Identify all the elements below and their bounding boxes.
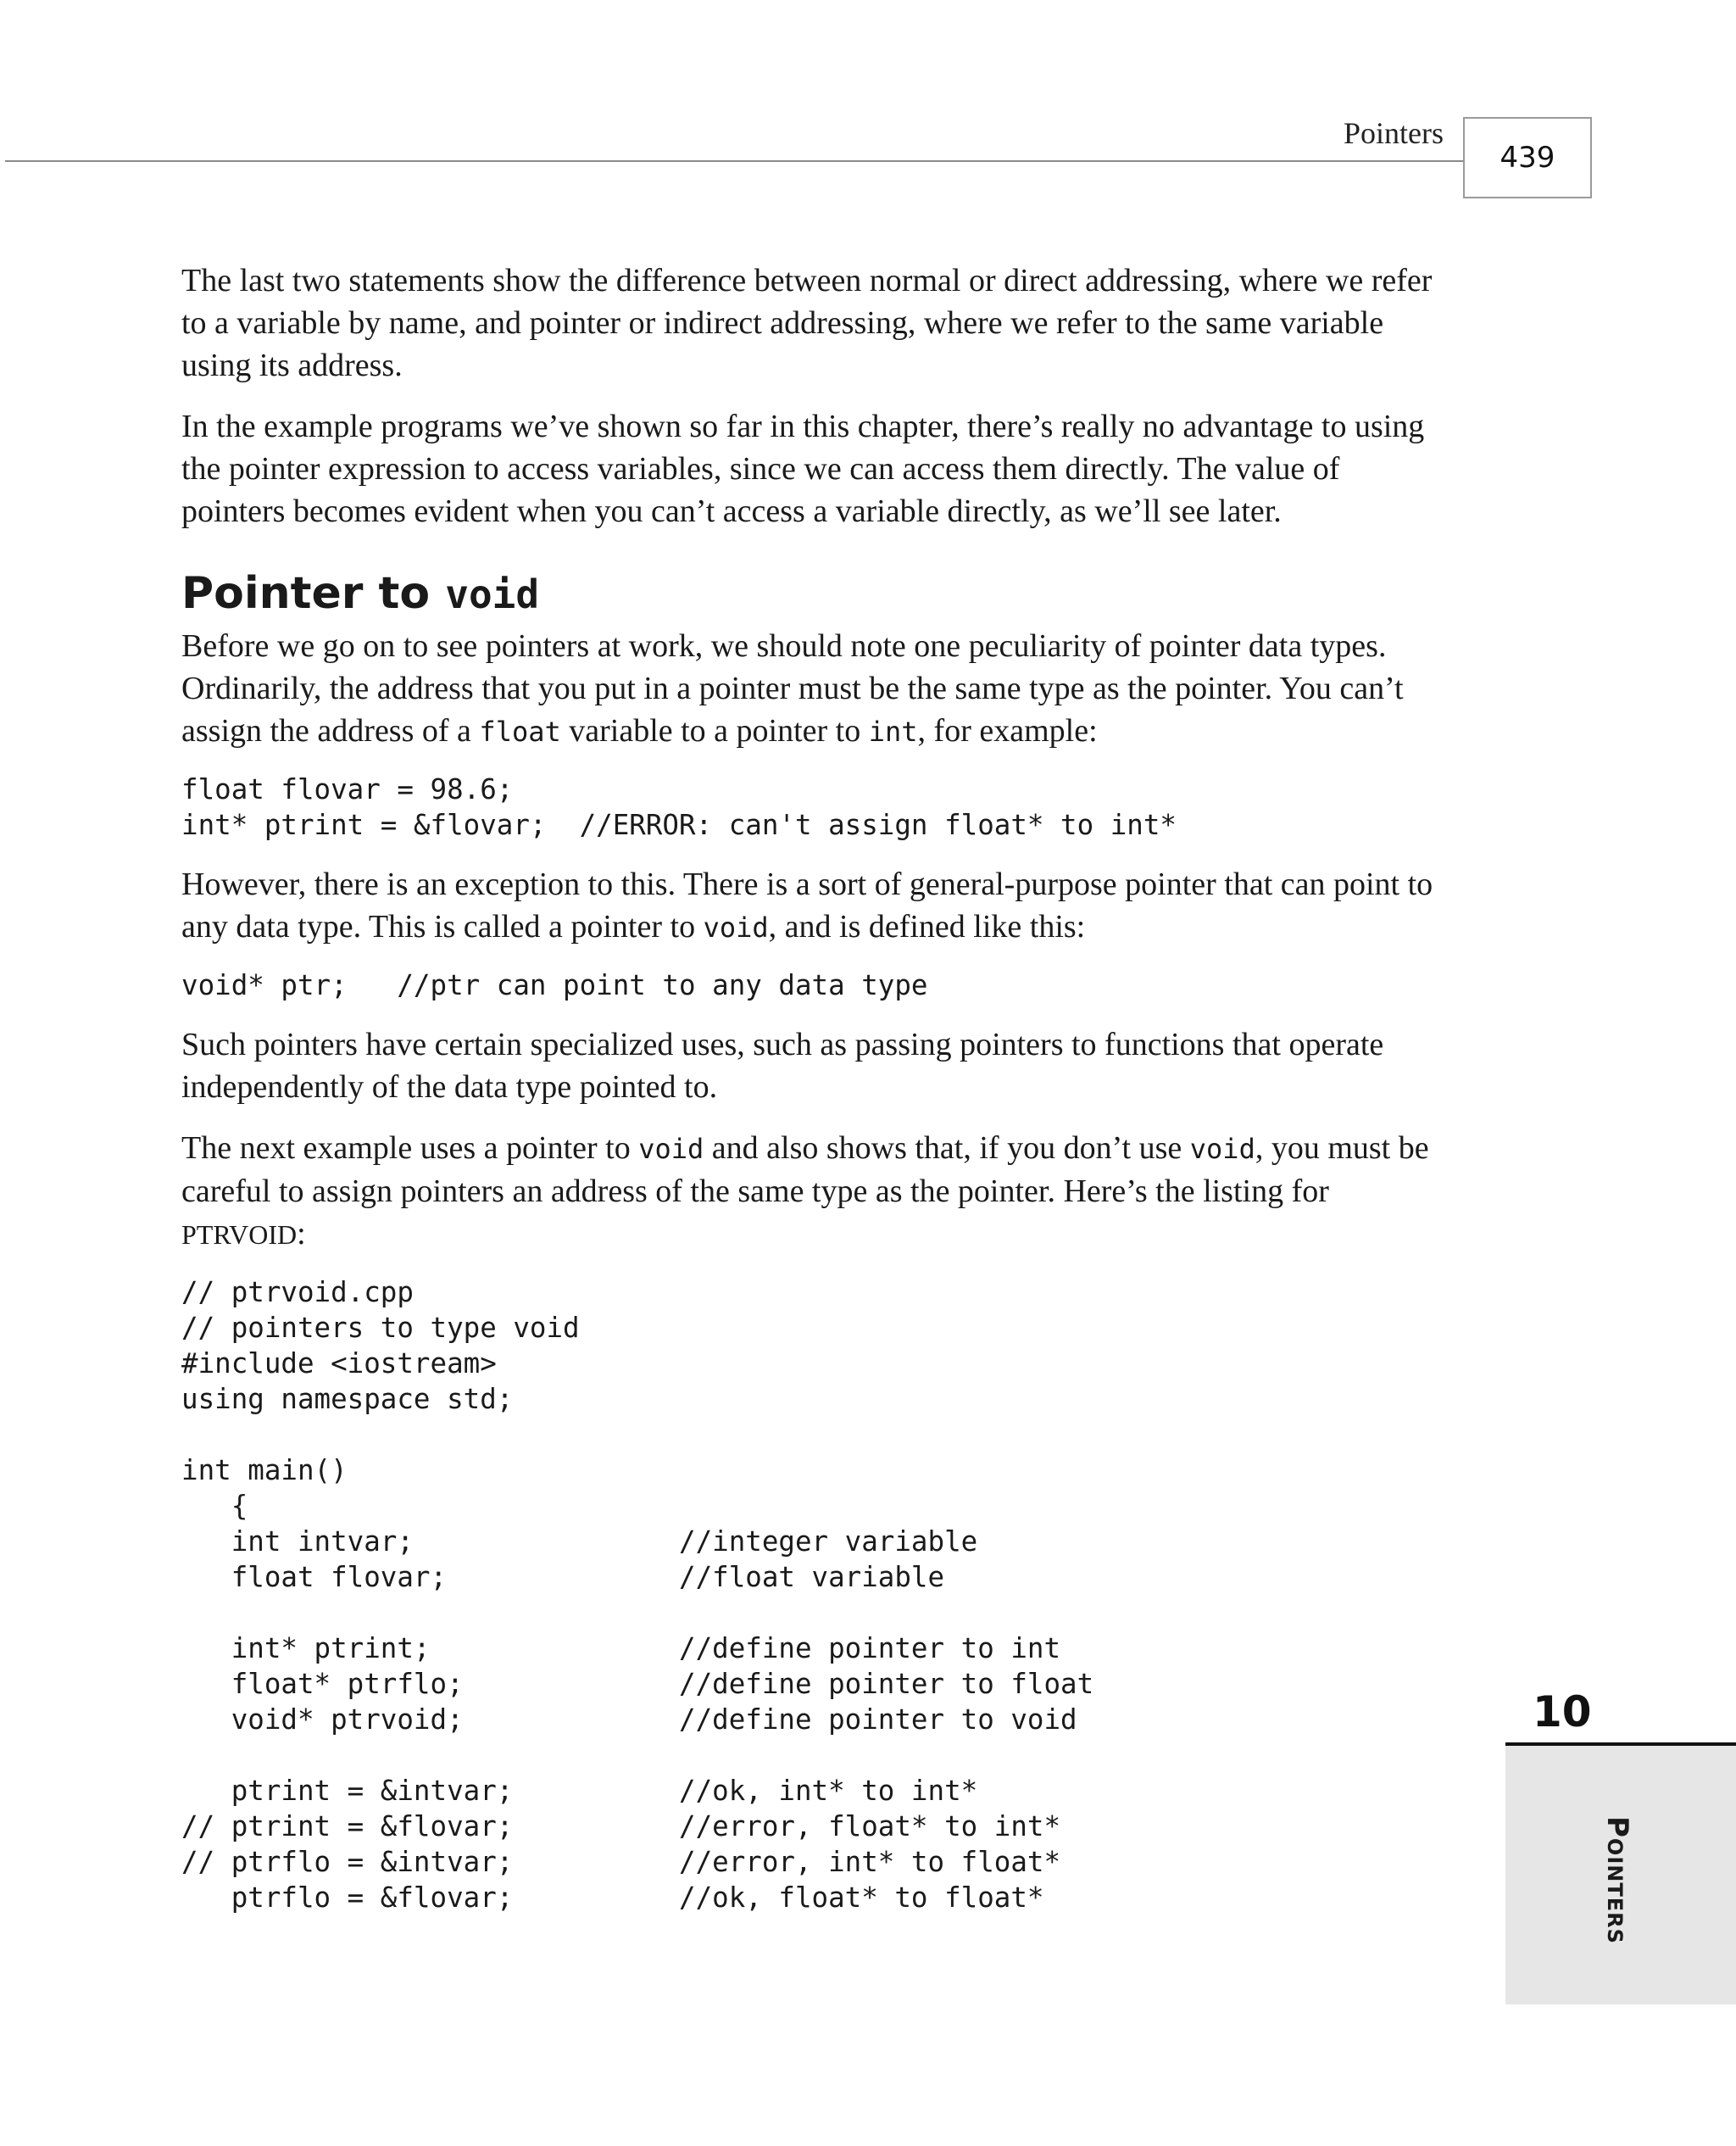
page-content bbox=[181, 259, 1444, 1936]
inline-code: void bbox=[1189, 1133, 1255, 1165]
text-run: , you must be careful to assign pointers an address of the same type as the pointer. Here’s the listing for bbox=[181, 1130, 1429, 1209]
inline-code: int bbox=[868, 716, 918, 748]
page-number: 439 bbox=[1500, 141, 1555, 175]
code-block-void-ptr: void* ptr; //ptr can point to any data type bbox=[181, 969, 928, 1001]
paragraph-advantage: In the example programs we’ve shown so far in this chapter, there’s really no advantage to using the pointer expression to access variables, since we can access them directly. The value of pointers becomes evident when you can’t access a variable directly, as we’ll see later. bbox=[181, 409, 1425, 529]
text-run: Before we go on to see pointers at work, we should note one peculiarity of pointer data types. Ordinarily, the address that you put in a pointer must be the same type as the pointer. You can’t assign the address of a bbox=[181, 628, 1404, 749]
code-block-error: float flovar = 98.6; int* ptrint = &flovar; //ERROR: can't assign float* to int* bbox=[181, 773, 1177, 841]
program-name: PTRVOID bbox=[181, 1219, 298, 1250]
page-number-box bbox=[1463, 117, 1592, 198]
header-rule bbox=[5, 160, 1463, 162]
text-run: , for example: bbox=[917, 713, 1098, 749]
chapter-tab-label: Pointers bbox=[1600, 1816, 1634, 1944]
section-heading-text: Pointer to bbox=[181, 568, 446, 619]
paragraph-exception bbox=[181, 863, 1444, 949]
inline-code: float bbox=[479, 716, 561, 748]
text-run: The next example uses a pointer to bbox=[181, 1130, 639, 1166]
section-heading-code: void bbox=[445, 571, 540, 617]
paragraph-peculiarity bbox=[181, 625, 1444, 753]
text-run: : bbox=[297, 1216, 306, 1251]
chapter-number: 10 bbox=[1533, 1687, 1592, 1736]
paragraph-specialized-uses: Such pointers have certain specialized uses, such as passing pointers to functions that operate independently of the data type pointed to. bbox=[181, 1027, 1384, 1105]
text-run: and also shows that, if you don’t use bbox=[704, 1130, 1190, 1166]
running-head: Pointers bbox=[1343, 116, 1444, 150]
text-run: variable to a pointer to bbox=[560, 713, 869, 749]
text-run: However, there is an exception to this. There is a sort of general-purpose pointer that can point to any data type. This is called a pointer to bbox=[181, 867, 1433, 945]
text-run: , and is defined like this: bbox=[768, 909, 1086, 945]
inline-code: void bbox=[703, 911, 769, 944]
paragraph-addressing: The last two statements show the difference between normal or direct addressing, where we refer to a variable by name, and pointer or indirect addressing, where we refer to the same variable using its address. bbox=[181, 263, 1433, 383]
paragraph-next-example bbox=[181, 1127, 1444, 1256]
inline-code: void bbox=[638, 1133, 704, 1165]
code-listing-ptrvoid: // ptrvoid.cpp // pointers to type void #include <iostream> using namespace std; int main() { int intvar; //integer variable float flovar; //float variable int* ptrint; //define pointer to int float* ptrflo; //define pointer to float void* ptrvoid; //define pointer to void ptrint = &intvar; //ok, int* to int* // ptrint = &flovar; //error, float* to int* // ptrflo = &intvar; //error, int* to float* ptrflo = &flovar; //ok, float* to float* bbox=[181, 1276, 1094, 1914]
section-heading bbox=[181, 563, 1444, 625]
